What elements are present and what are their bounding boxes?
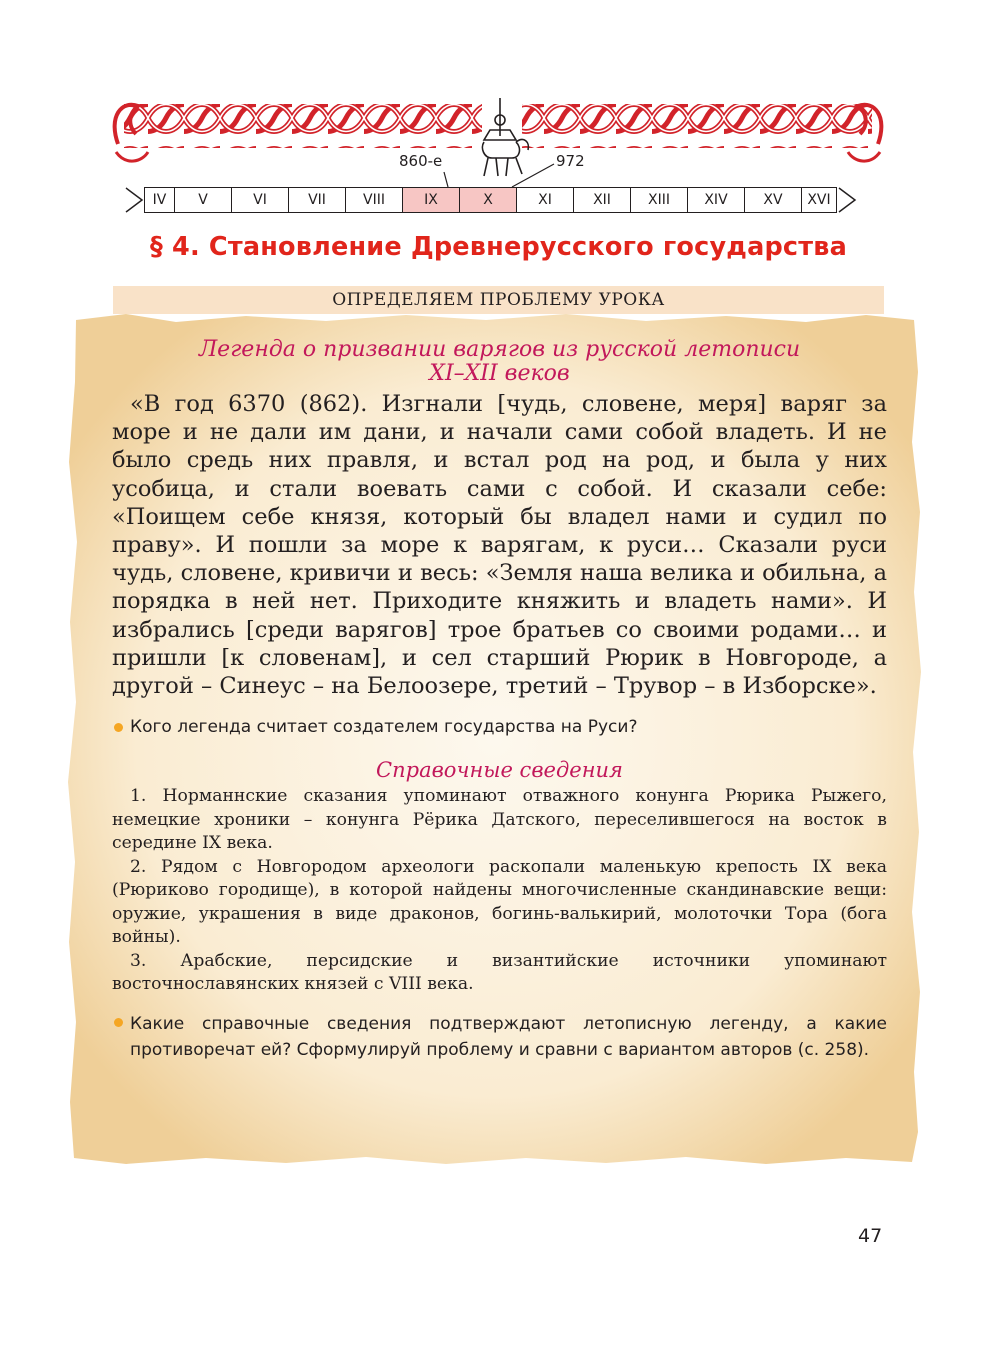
century-cell: XII xyxy=(573,187,630,213)
century-cell: XIII xyxy=(630,187,687,213)
century-timeline xyxy=(124,187,857,213)
question-2 xyxy=(112,1011,887,1063)
timeline-label-860: 860-е xyxy=(399,152,443,170)
question-1 xyxy=(112,716,887,739)
bullet-icon xyxy=(114,1018,123,1027)
reference-heading: Справочные сведения xyxy=(376,758,623,783)
century-cell: XV xyxy=(744,187,801,213)
century-cell: XIV xyxy=(687,187,744,213)
reference-item: 1. Норманнские сказания упоминают отважного конунга Рюрика Рыжего, немецкие хроники – конунга Рёрика Датского, переселившегося на восток в середине IX века. xyxy=(112,786,887,854)
lesson-content xyxy=(112,338,887,1063)
century-cell: V xyxy=(174,187,231,213)
timeline-end-arrow xyxy=(837,187,857,213)
century-cell: XI xyxy=(516,187,573,213)
century-cell: VIII xyxy=(345,187,402,213)
legend-heading-line1: Легенда о призвании варягов из русской летописи xyxy=(198,337,801,362)
page-number: 47 xyxy=(858,1225,883,1247)
reference-item: 3. Арабские, персидские и византийские источники упоминают восточнославянских князей с VIII века. xyxy=(112,950,887,995)
century-cell: IV xyxy=(144,187,174,213)
century-cell: XVI xyxy=(801,187,837,213)
century-cell-highlighted: IX xyxy=(402,187,459,213)
century-cell-highlighted: X xyxy=(459,187,516,213)
reference-list xyxy=(112,785,887,997)
timeline-label-972: 972 xyxy=(556,152,585,170)
page-title: § 4. Становление Древнерусского государства xyxy=(150,232,847,262)
legend-heading xyxy=(112,338,887,386)
question-2-text: Какие справочные сведения подтверждают летописную легенду, а какие противоречат ей? Сформулируй проблему и сравни с вариантом авторов (с. 258). xyxy=(130,1013,887,1060)
timeline-labels xyxy=(0,152,997,176)
reference-item: 2. Рядом с Новгородом археологи раскопали маленькую крепость IX века (Рюриково городище), в которой найдены многочисленные скандинавские вещи: оружие, украшения в виде драконов, богинь-валькирий, молоточки Тора (бога войны). xyxy=(112,856,887,948)
chronicle-quote: «В год 6370 (862). Изгнали [чудь, словене, меря] варяг за море и не дали им дани, и начали сами собой владеть. И не было средь них правля, и встал род на род, и была у них усобица, и стали воевать сами с собой. И сказали себе: «Поищем себе князя, который бы владел нами и судил по праву». И пошли за море к варягам, к руси… Сказали руси чудь, словене, кривичи и весь: «Земля наша велика и обильна, а порядка в ней нет. Приходите княжить и владеть нами». И избрались [среди варягов] трое братьев со своими родами… и пришли [к словенам], и сел старший Рюрик в Новгороде, а другой – Синеус – на Белоозере, третий – Трувор – в Изборске». xyxy=(112,391,887,700)
section-heading: ОПРЕДЕЛЯЕМ ПРОБЛЕМУ УРОКА xyxy=(113,286,884,314)
question-1-text: Кого легенда считает создателем государства на Руси? xyxy=(130,717,638,738)
century-cell: VII xyxy=(288,187,345,213)
bullet-icon xyxy=(114,723,123,732)
timeline-start-arrow xyxy=(124,187,144,213)
legend-heading-line2: XI–XII веков xyxy=(429,361,570,386)
century-cell: VI xyxy=(231,187,288,213)
